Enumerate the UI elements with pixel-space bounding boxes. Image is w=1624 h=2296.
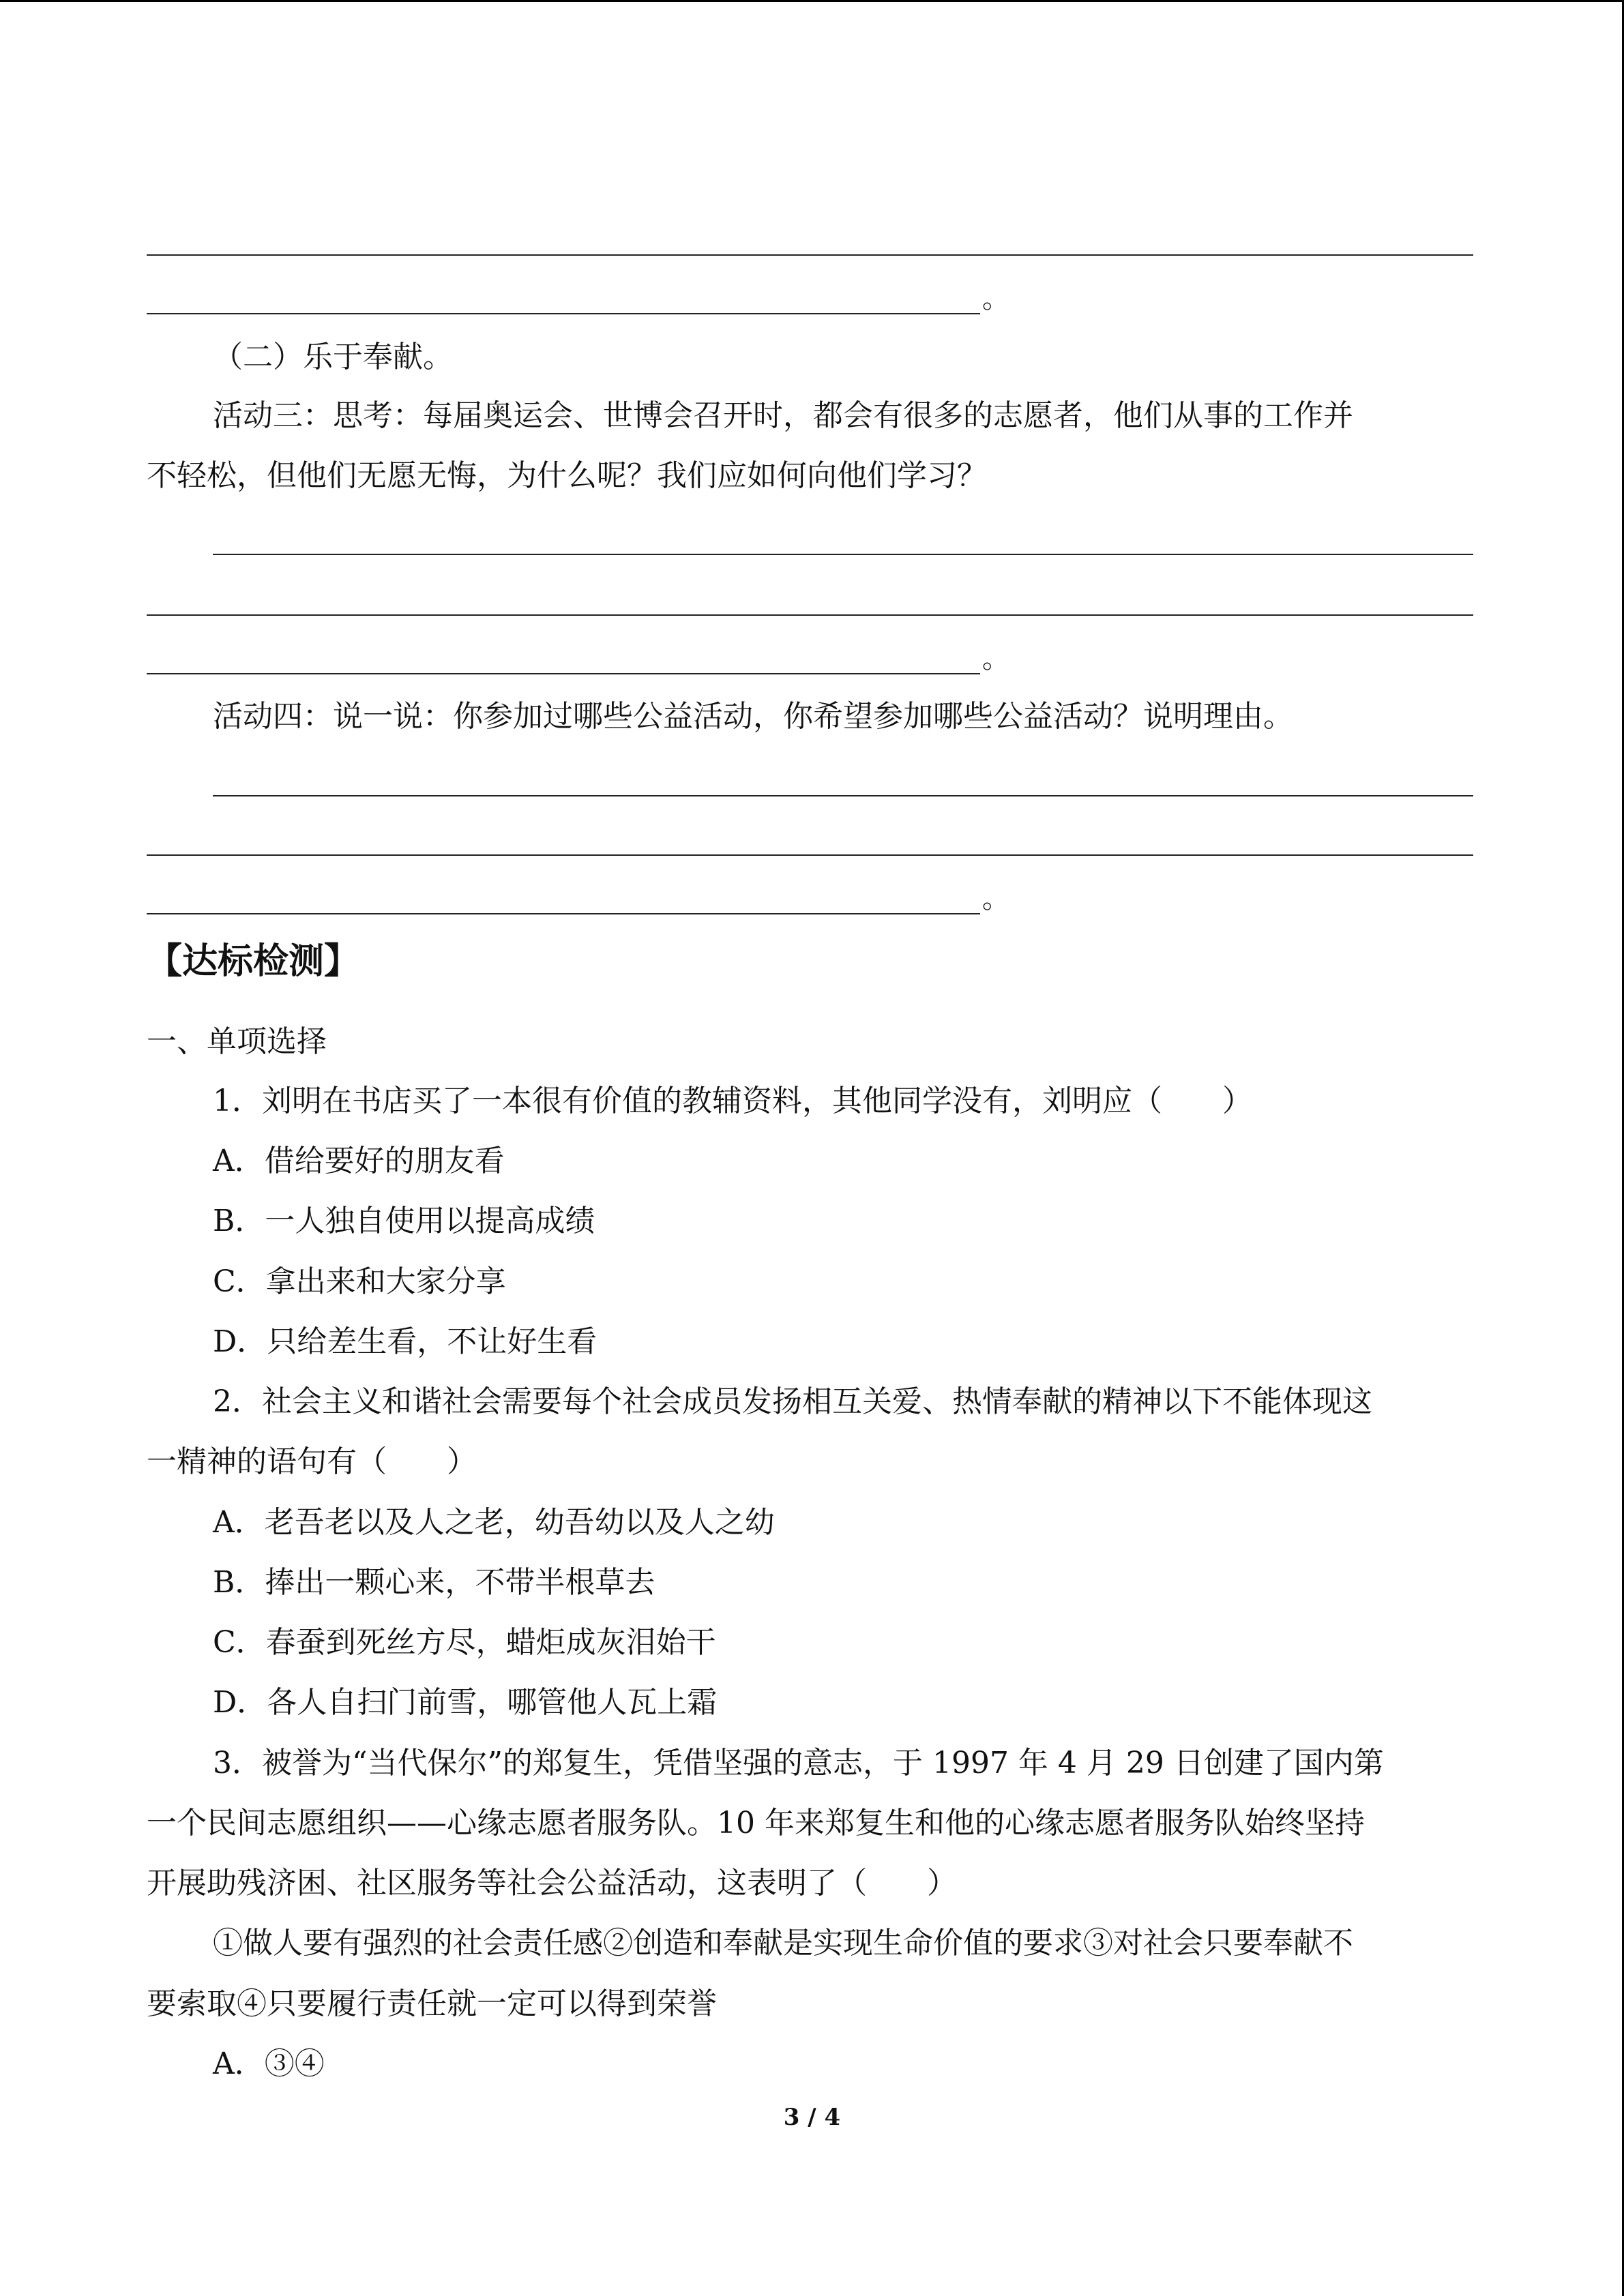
statement-list: ①做人要有强烈的社会责任感②创造和奉献是实现生命价值的要求③对社会只要奉献不 xyxy=(213,1926,1353,1960)
page-number: 3 / 4 xyxy=(783,2104,841,2131)
option-a[interactable]: A．借给要好的朋友看 xyxy=(213,1144,505,1178)
option-b[interactable]: B．一人独自使用以提高成绩 xyxy=(213,1204,595,1238)
option-c[interactable]: C．拿出来和大家分享 xyxy=(213,1264,506,1299)
end-mark: 。 xyxy=(982,883,1009,914)
section-heading: 【达标检测】 xyxy=(147,941,360,982)
question-stem: 1．刘明在书店买了一本很有价值的教辅资料，其他同学没有，刘明应（ ） xyxy=(213,1084,1252,1118)
page-border-top xyxy=(0,0,1624,2)
option-a[interactable]: A．③④ xyxy=(213,2046,325,2081)
end-mark: 。 xyxy=(982,283,1009,314)
option-c[interactable]: C．春蚕到死丝方尽，蜡炬成灰泪始干 xyxy=(213,1625,716,1660)
question-stem: 3．被誉为“当代保尔”的郑复生，凭借坚强的意志，于 1997 年 4 月 29 日创建了国内第 xyxy=(213,1746,1384,1780)
answer-line[interactable] xyxy=(147,913,980,914)
answer-line[interactable] xyxy=(147,673,980,674)
option-b[interactable]: B．捧出一颗心来，不带半根草去 xyxy=(213,1565,655,1600)
option-d[interactable]: D．各人自扫门前雪，哪管他人瓦上霜 xyxy=(213,1685,718,1720)
section-title: （二）乐于奉献。 xyxy=(213,340,453,374)
activity-four-text: 活动四：说一说：你参加过哪些公益活动，你希望参加哪些公益活动？说明理由。 xyxy=(213,699,1293,734)
statement-list: 要索取④只要履行责任就一定可以得到荣誉 xyxy=(147,1986,717,2021)
answer-line[interactable] xyxy=(147,313,980,314)
question-stem: 一个民间志愿组织——心缘志愿者服务队。10 年来郑复生和他的心缘志愿者服务队始终坚持 xyxy=(147,1806,1365,1840)
question-stem: 一精神的语句有（ ） xyxy=(147,1444,477,1479)
end-mark: 。 xyxy=(982,643,1009,674)
answer-line[interactable] xyxy=(147,254,1473,256)
activity-three-text: 活动三：思考：每届奥运会、世博会召开时，都会有很多的志愿者，他们从事的工作并 xyxy=(213,398,1353,433)
question-stem: 2．社会主义和谐社会需要每个社会成员发扬相互关爱、热情奉献的精神以下不能体现这 xyxy=(213,1384,1372,1419)
option-a[interactable]: A．老吾老以及人之老，幼吾幼以及人之幼 xyxy=(213,1505,775,1540)
answer-line[interactable] xyxy=(213,795,1473,796)
option-d[interactable]: D．只给差生看，不让好生看 xyxy=(213,1324,597,1359)
activity-three-text: 不轻松，但他们无愿无悔，为什么呢？我们应如何向他们学习？ xyxy=(147,458,987,493)
answer-line[interactable] xyxy=(147,854,1473,856)
answer-line[interactable] xyxy=(213,554,1473,555)
part-title: 一、单项选择 xyxy=(147,1024,327,1059)
question-stem: 开展助残济困、社区服务等社会公益活动，这表明了（ ） xyxy=(147,1866,957,1900)
answer-line[interactable] xyxy=(147,614,1473,616)
